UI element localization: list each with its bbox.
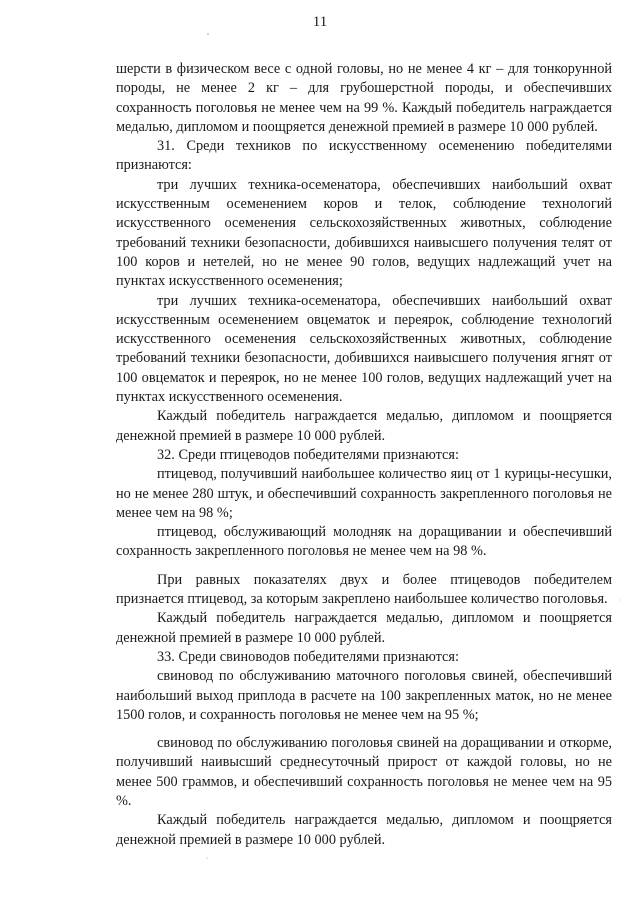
paragraph: 32. Среди птицеводов победителями признаются: <box>157 446 459 463</box>
paragraph: Каждый победитель награждается медалью, дипломом и поощряется денежной премией в размере 10 000 рублей. <box>116 610 612 646</box>
paragraph: птицевод, обслуживающий молодняк на доращивании и обеспечивший сохранность закрепленного поголовья не менее чем на 98 %. <box>116 524 612 560</box>
paragraph: Каждый победитель награждается медалью, дипломом и поощряется денежной премией в размере 10 000 рублей. <box>116 408 612 444</box>
paragraph: При равных показателях двух и более птицеводов победителем признается птицевод, за которым закреплено наибольшее количество поголовья. <box>116 571 612 608</box>
paragraph: три лучших техника-осеменатора, обеспечивших наибольший охват искусственным осеменением коров и телок, соблюдение технологий искусственного осеменения сельскохозяйственных животных, соблюдение требований техники безопасности, добившихся наивысшего получения телят от 100 коров и нетелей, но не менее 90 голов, ведущих надлежащий учет на пунктах искусственного осеменения; <box>116 176 612 290</box>
paragraph: птицевод, получивший наибольшее количество яиц от 1 курицы-несушки, но не менее 280 штук, и обеспечивший сохранность закрепленного поголовья не менее чем на 98 %; <box>116 466 612 521</box>
paragraph: 33. Среди свиноводов победителями признаются: <box>157 648 459 665</box>
paragraph: свиновод по обслуживанию поголовья свиней на доращивании и откорме, получивший наивысший среднесуточный прирост от каждой головы, но не менее 500 граммов, и обеспечивший сохранность поголовья не менее чем на 95 %. <box>116 735 612 809</box>
paragraph: три лучших техника-осеменатора, обеспечивших наибольший охват искусственным осеменением овцематок и переярок, соблюдение технологий искусственного осеменения сельскохозяйственных животных, соблюдение требований техники безопасности, добившихся наивысшего получения ягнят от 100 овцематок и переярок, но не менее 100 голов, ведущих надлежащий учет на пунктах искусственного осеменения. <box>116 292 612 406</box>
paragraph: свиновод по обслуживанию маточного поголовья свиней, обеспечивший наибольший выход приплода в расчете на 100 закрепленных маток, но не менее 1500 голов, и сохранность поголовья не менее чем на 95 %; <box>116 668 612 723</box>
paragraph: Каждый победитель награждается медалью, дипломом и поощряется денежной премией в размере 10 000 рублей. <box>116 812 612 848</box>
paragraph: шерсти в физическом весе с одной головы, но не менее 4 кг – для тонкорунной породы, не менее 2 кг – для грубошерстной породы, и обеспечивших сохранность поголовья не менее чем на 99 %. Каждый победитель награждается медалью, дипломом и поощряется денежной премией в размере 10 000 рублей. <box>116 61 612 135</box>
paragraph: 31. Среди техников по искусственному осеменению победителями признаются: <box>116 138 612 174</box>
page-number: 11 <box>312 14 328 30</box>
